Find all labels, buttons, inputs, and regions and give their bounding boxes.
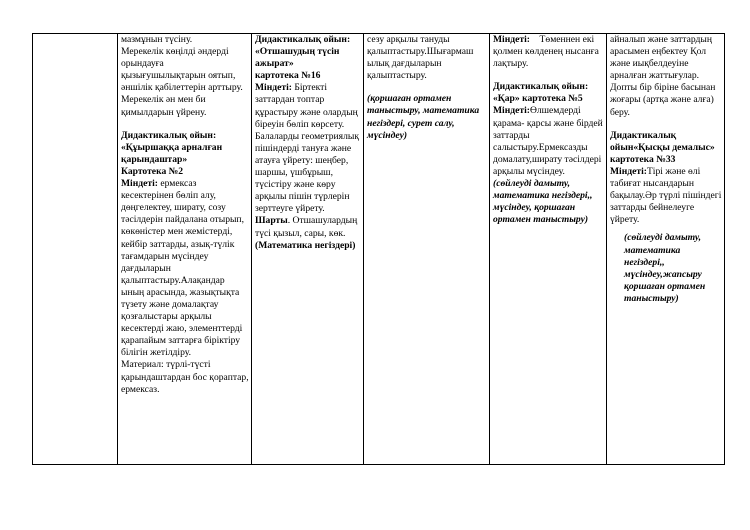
weekly-plan-table bbox=[32, 33, 725, 465]
table-cell-snow-game bbox=[490, 34, 607, 465]
card-number: Картотека №2 bbox=[121, 165, 184, 177]
game-label: Дидактикалық ойын: bbox=[121, 129, 217, 141]
subject-areas: (Математика негіздері) bbox=[255, 239, 356, 251]
task-paragraph bbox=[493, 105, 605, 178]
cell-text: айналып және заттардың арасымен еңбектеу Қол және иықбелдеуіне арналған жаттығулар. Допты бір біріне басынан жоғары (артқа және алға) беру. bbox=[610, 34, 716, 118]
cell-text: мазмұнын түсіну. bbox=[121, 34, 193, 45]
table-cell-music-modelling bbox=[118, 34, 252, 465]
material-text: Материал: түрлі-түсті қарындаштардан бос қораптар, ермексаз. bbox=[121, 359, 249, 395]
rules-paragraph bbox=[255, 215, 362, 239]
table-cell-empty bbox=[33, 34, 118, 465]
task-text: Біртекті заттардан топтар құрастыру және олардың біреуін бөліп көрсету. Балаларды геометриялық пішіндерді тануға және атауға үйрету: шеңбер, шаршы, үшбұрыш, түсістіру және көру арқылы пішін түрлерін зерттеуге үйрету. bbox=[255, 82, 359, 215]
task-paragraph bbox=[255, 82, 362, 215]
game-label: Дидактикалық ойын«Қысқы демалыс» картотека №33 bbox=[610, 129, 715, 165]
subject-areas: (сөйлеуді дамыту, математика негіздері,, мүсіндеу,жапсыру қоршаған ортамен таныстыру) bbox=[624, 232, 706, 304]
game-title: «Отшашудың түсін ажырат» bbox=[255, 46, 340, 70]
task-text: Төменнен екі қолмен көлденең нысанға лақтыру. bbox=[493, 34, 599, 70]
task-text: Өлшемдерді қарама- қарсы және бірдей заттарды салыстыру.Ермексазды домалату,ширату тәсілдері арқылы мүсіндеу. bbox=[493, 105, 603, 177]
task-label: Міндеті: bbox=[121, 178, 158, 190]
task-label: Міндеті: bbox=[493, 34, 530, 45]
task-label: Міндеті: bbox=[493, 105, 530, 117]
game-title: «Құыршаққа арналған қарындаштар» bbox=[121, 141, 223, 165]
game-label: Дидактикалық ойын: bbox=[255, 34, 351, 45]
table-row bbox=[33, 34, 725, 465]
cell-text: Мерекелік көңілді әндерді орындауға қызығушылықтарын оятып, әншілік қабілеттерін арттыру. Мерекелік ән мен би қимылдарын үйрену. bbox=[121, 46, 243, 118]
table-cell-creative-skills bbox=[364, 34, 490, 465]
card-number: картотека №16 bbox=[255, 70, 321, 82]
task-text: ермексаз кесектерінен бөліп алу, дөңгелектеу, ширату, созу тәсілдерін пайдалана отырып, көкөністер мен жемістерді, кейбір заттарды, азық-түлік тағамдарын мүсіндеу дағдыларын қалыптастыру.Алақандар ының арасында, жазықтықта түзету және домалақтау қозғалыстары арқылы кесектерді жаю, элементтерді қарапайым заттарға біріктіру білігін жетілдіру. bbox=[121, 178, 244, 359]
subject-areas: (сөйлеуді дамыту, математика негіздері,, мүсіндеу, қоршаған ортамен таныстыру) bbox=[493, 178, 593, 226]
task-label: Міндеті: bbox=[610, 165, 647, 177]
task-paragraph bbox=[610, 166, 723, 226]
task-paragraph bbox=[121, 178, 250, 359]
task-text: Тірі және өлі табиғат нысандарын бақылау.Әр түрлі пішіндегі заттарды бейнелеуге үйрету. bbox=[610, 165, 722, 226]
game-title: «Қар» картотека №5 bbox=[493, 93, 583, 105]
game-label: Дидактикалық ойын: bbox=[493, 81, 589, 93]
task-label: Міндеті: bbox=[255, 82, 292, 94]
rules-label: Шарты bbox=[255, 215, 288, 227]
task-paragraph bbox=[493, 34, 605, 70]
rules-text: . Отшашулардың түсі қызыл, сары, көк. bbox=[255, 215, 358, 239]
cell-text: сезу арқылы тануды қалыптастыру.Шығармаш ылық дағдыларын қалыптастыру. bbox=[367, 34, 474, 82]
table-cell-winter-rest-game bbox=[607, 34, 725, 465]
subject-areas: (қоршаған ортамен таныстыру, математика негіздері, сурет салу, мүсіндеу) bbox=[367, 93, 480, 141]
table-cell-fireworks-game bbox=[252, 34, 364, 465]
